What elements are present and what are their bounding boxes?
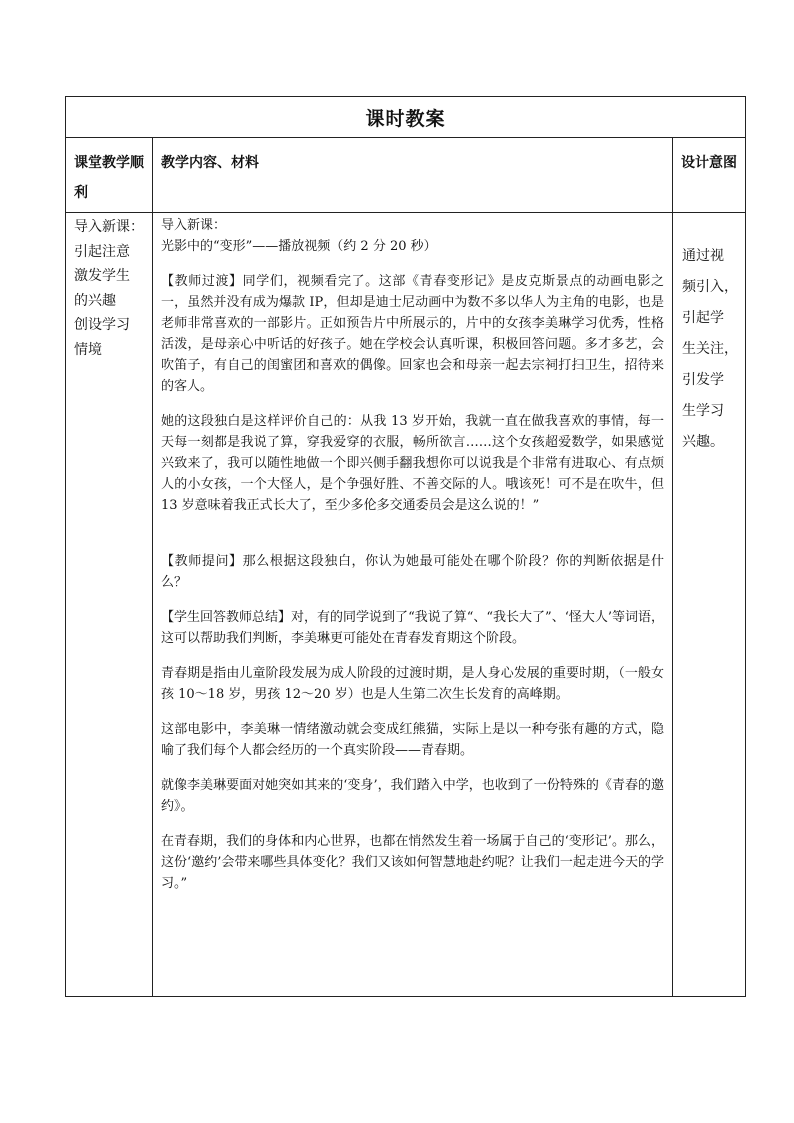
sequence-line: 导入新课： [74,219,144,235]
paragraph-red-panda: 这部电影中，李美琳一情绪激动就会变成红熊猫，实际上是以一种夸张有趣的方式，隐喻了我们每个人都会经历的一个真实阶段——青春期。 [161,722,664,758]
intent-line: 引发学 [682,372,724,388]
sequence-line: 情境 [74,341,102,358]
header-design-intent: 设计意图 [673,138,746,213]
intent-line: 频引入， [682,279,738,295]
paragraph-closing: 在青春期，我们的身体和内心世界，也都在悄然发生着一场属于自己的‘变形记’。那么，这份‘邀约’会带来哪些具体变化？我们又该如何智慧地赴约呢？让我们一起走进今天的学习。” [161,834,664,891]
content-heading: 导入新课： [161,218,227,233]
lesson-plan-sheet [65,96,745,997]
spacer [161,593,664,607]
body-row [66,213,746,997]
lesson-plan-table [65,96,746,997]
paragraph-student-answer: 【学生回答教师总结】对，有的同学说到了“我说了算“、“我长大了”、‘怪大人’等词语，这可以帮助我们判断，李美琳更可能处在青春发育期这个阶段。 [161,610,664,646]
spacer [161,397,664,411]
header-teaching-sequence: 课堂教学顺利 [66,138,153,213]
spacer [161,761,664,775]
spacer [161,649,664,663]
paragraph-monologue: 她的这段独白是这样评价自己的：从我 13 岁开始，我就一直在做我喜欢的事情，每一天每一刻都是我说了算，穿我爱穿的衣服，畅所欲言……这个女孩超爱数学，如果感觉兴致来了，我可以随性地做一个即兴侧手翻我想你可以说我是个非常有进取心、有点烦人的小女孩，一个大怪人，是个争强好胜、不善交际的人。哦该死！可不是在吹牛，但 13 岁意味着我正式长大了，至少多伦多交通委员会是这么说的！” [161,414,664,513]
header-row [66,138,746,213]
spacer [161,257,664,271]
spacer [161,516,664,551]
intent-line: 生学习 [682,403,724,419]
paragraph-teacher-transition: 【教师过渡】同学们，视频看完了。这部《青春变形记》是皮克斯景点的动画电影之一，虽然并没有成为爆款 IP，但却是迪士尼动画中为数不多以华人为主角的电影，也是老师非常喜欢的一部影片。正如预告片中所展示的，片中的女孩李美琳学习优秀，性格活泼，是母亲心中听话的好孩子。她在学校会认真听课，积极回答问题。多才多艺，会吹笛子，有自己的闺蜜团和喜欢的偶像。回家也会和母亲一起去宗祠打扫卫生，招待来的客人。 [161,274,664,394]
spacer [161,817,664,831]
design-intent-cell [673,213,746,997]
content-cell [153,213,673,997]
intent-line: 通过视 [682,248,724,264]
sequence-line: 的兴趣 [74,292,116,309]
intent-line: 生关注， [682,341,738,357]
document-title: 课时教案 [66,97,746,138]
content-subheading: 光影中的“变形”——播放视频（约 2 分 20 秒） [161,239,437,254]
sequence-line: 创设学习 [74,317,130,333]
header-content-materials: 教学内容、材料 [153,138,673,213]
teaching-sequence-cell [66,213,153,997]
paragraph-adolescence-definition: 青春期是指由儿童阶段发展为成人阶段的过渡时期，是人身心发展的重要时期，（一般女孩 10～18 岁，男孩 12～20 岁）也是人生第二次生长发育的高峰期。 [161,666,664,702]
title-row [66,97,746,138]
paragraph-teacher-question: 【教师提问】那么根据这段独白，你认为她最可能处在哪个阶段？你的判断依据是什么？ [161,554,664,590]
intent-line: 兴趣。 [682,434,724,450]
spacer [161,705,664,719]
intent-line: 引起学 [682,310,724,326]
paragraph-invitation: 就像李美琳要面对她突如其来的‘变身’，我们踏入中学，也收到了一份特殊的《青春的邀约》。 [161,778,664,814]
sequence-line: 激发学生 [74,268,130,284]
sequence-line: 引起注意 [74,243,130,260]
